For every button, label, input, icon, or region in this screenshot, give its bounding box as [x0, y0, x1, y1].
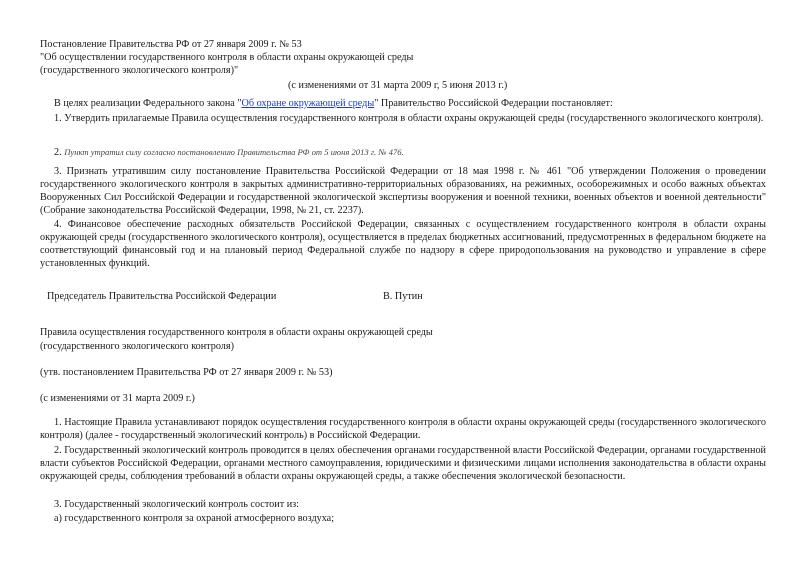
point-3: 3. Признать утратившим силу постановление Правительства Российской Федерации от 18 мая 1998 г. № 461 "Об утверждении Положения о проведении государственного экологического контроля в закрытых административно-территориальных образованиях, на режимных, особорежимных и особо важных объектах Вооруженных Сил Российской Федерации и государственной экологической экспертизы вооружения и военной техники, военных объектов и военной деятельности" (Собрание законодательства Российской Федерации, 1998, № 21, ст. 2237).: [40, 166, 766, 216]
header-line-2: "Об осуществлении государственного контроля в области охраны окружающей среды: [40, 52, 414, 63]
rule-2: 2. Государственный экологический контроль проводится в целях обеспечения органами государственной власти Российской Федерации, органами государственной власти субъектов Российской Федерации, органами местного самоуправления, юридическими и физическими лицами исполнения законодательства в области охраны окружающей среды, соблюдения требований в области охраны окружающей среды, а также обеспечения экологической безопасности.: [40, 445, 766, 482]
rule-3: 3. Государственный экологический контроль состоит из:: [54, 499, 299, 510]
rules-title-1: Правила осуществления государственного контроля в области охраны окружающей среды: [40, 327, 433, 338]
point-2: [54, 146, 404, 159]
header-line-1: Постановление Правительства РФ от 27 января 2009 г. № 53: [40, 39, 302, 50]
rules-title-2: (государственного экологического контроля): [40, 341, 234, 352]
rules-amendments: (с изменениями от 31 марта 2009 г.): [40, 393, 195, 404]
rules-approved: (утв. постановлением Правительства РФ от 27 января 2009 г. № 53): [40, 367, 333, 378]
point-2-number: 2.: [54, 147, 62, 158]
law-link[interactable]: Об охране окружающей среды: [241, 98, 375, 109]
point-4: 4. Финансовое обеспечение расходных обязательств Российской Федерации, связанных с осуществлением государственного контроля в области охраны окружающей среды (государственного экологического контроля), осуществляется в пределах бюджетных ассигнований, предусмотренных в федеральном бюджете на соответствующий финансовый год и на плановый период Федеральной службе по надзору в сфере природопользования на руководство и управление в сфере установленных функций.: [40, 219, 766, 269]
preamble: [54, 97, 613, 110]
header-amendments: (с изменениями от 31 марта 2009 г, 5 июня 2013 г.): [288, 80, 508, 91]
point-1: 1. Утвердить прилагаемые Правила осуществления государственного контроля в области охраны окружающей среды (государственного экологического контроля).: [54, 113, 764, 124]
rule-1: 1. Настоящие Правила устанавливают порядок осуществления государственного контроля в области охраны окружающей среды (государственного экологического контроля) (далее - государственный экологический контроль) в Российской Федерации.: [40, 417, 766, 441]
signature-name: В. Путин: [383, 291, 423, 302]
preamble-after: " Правительство Российской Федерации постановляет:: [374, 98, 613, 109]
rule-3a: а) государственного контроля за охраной атмосферного воздуха;: [54, 513, 335, 524]
point-2-note: Пункт утратил силу согласно постановлению Правительства РФ от 5 июня 2013 г. № 476.: [64, 147, 404, 157]
preamble-before: В целях реализации Федерального закона ": [54, 98, 242, 109]
header-line-3: (государственного экологического контроля)": [40, 65, 239, 76]
signature-position: Председатель Правительства Российской Федерации: [47, 291, 277, 302]
